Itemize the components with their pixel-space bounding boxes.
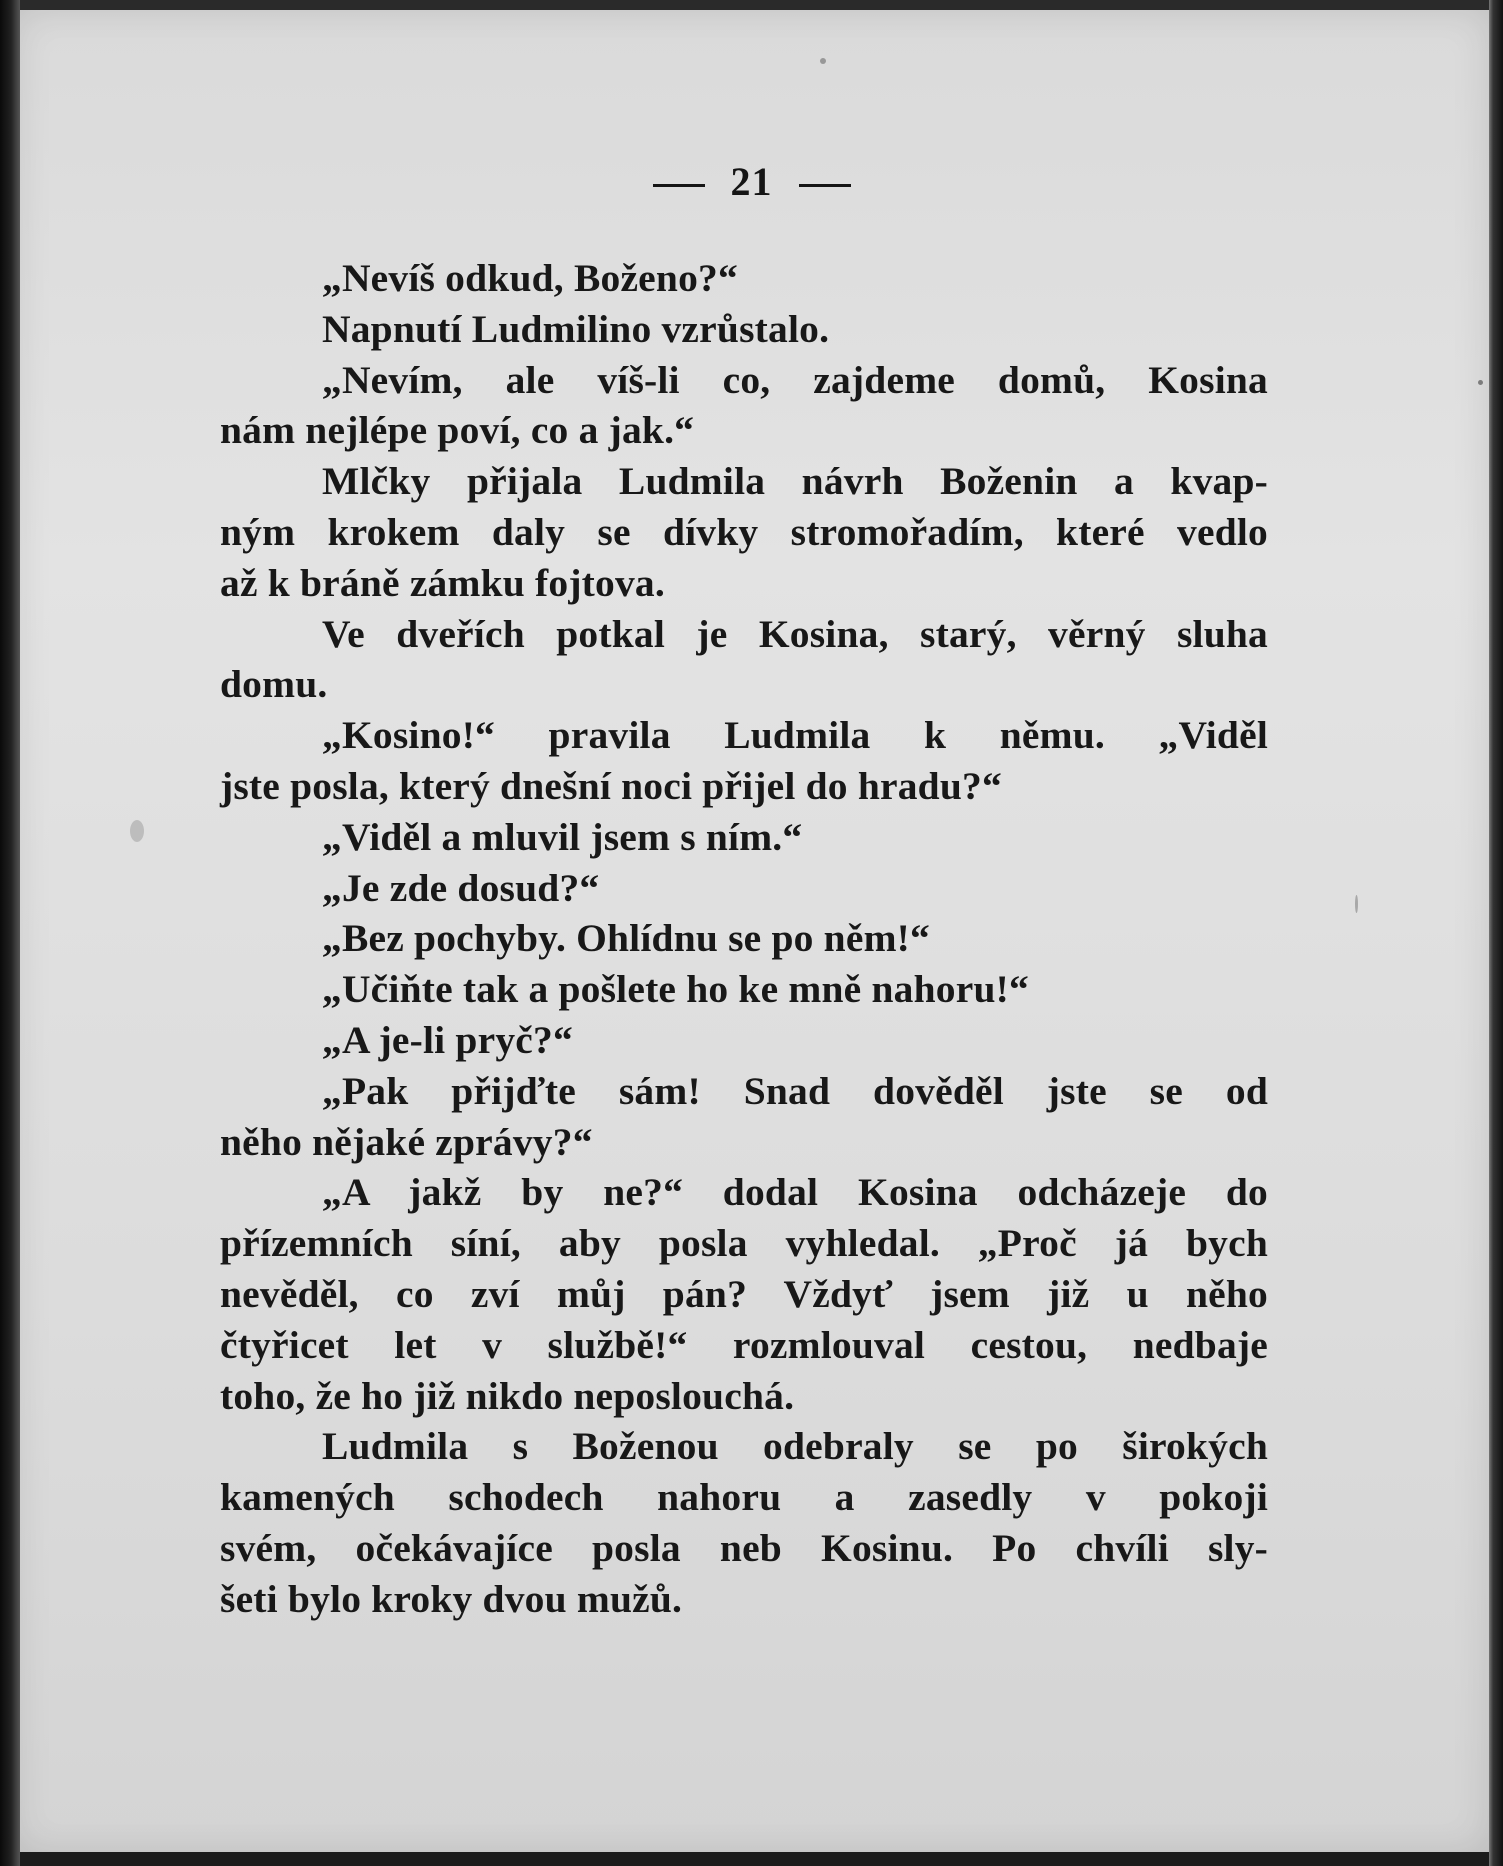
body-text <box>220 253 1268 1625</box>
scan-top-border <box>0 0 1503 10</box>
em-dash-left <box>653 184 705 187</box>
text-line: jste posla, který dnešní noci přijel do hradu?“ <box>220 763 1002 808</box>
text-line: kamených schodech nahoru a zasedly v pokoji <box>220 1475 1268 1520</box>
text-line: „Pak přijďte sám! Snad dověděl jste se od <box>322 1068 1268 1113</box>
text-line: Napnutí Ludmilino vzrůstalo. <box>322 306 830 351</box>
text-line: „A je-li pryč?“ <box>322 1017 573 1062</box>
text-line: nevěděl, co zví můj pán? Vždyť jsem již u něho <box>220 1271 1268 1316</box>
page-number: 21 <box>730 159 773 204</box>
text-line: čtyřicet let v službě!“ rozmlouval cestou, nedbaje <box>220 1322 1268 1367</box>
paper-blemish <box>1478 380 1483 385</box>
text-line: „A jakž by ne?“ dodal Kosina odcházeje do <box>322 1170 1268 1215</box>
text-line: „Nevím, ale víš-li co, zajdeme domů, Kosina <box>322 357 1268 402</box>
paper-blemish <box>1355 895 1358 913</box>
text-line: nám nejlépe poví, co a jak.“ <box>220 408 695 453</box>
scan-right-border <box>1489 0 1503 1866</box>
page-spine-shadow <box>0 0 20 1866</box>
text-line: toho, že ho již nikdo neposlouchá. <box>220 1373 795 1418</box>
text-line: ným krokem daly se dívky stromořadím, které vedlo <box>220 509 1268 554</box>
text-line: svém, očekávajíce posla neb Kosinu. Po chvíli sly- <box>220 1525 1268 1570</box>
text-line: domu. <box>220 662 328 707</box>
text-line: šeti bylo kroky dvou mužů. <box>220 1576 683 1621</box>
text-line: „Učiňte tak a pošlete ho ke mně nahoru!“ <box>322 967 1029 1012</box>
scan-bottom-border <box>0 1852 1503 1866</box>
em-dash-right <box>799 184 851 187</box>
text-line: „Viděl a mluvil jsem s ním.“ <box>322 814 803 859</box>
text-line: něho nějaké zprávy?“ <box>220 1119 593 1164</box>
page-number-header <box>0 158 1503 205</box>
text-line: „Je zde dosud?“ <box>322 865 600 910</box>
text-line: „Nevíš odkud, Boženo?“ <box>322 256 738 300</box>
text-line: až k bráně zámku fojtova. <box>220 560 665 605</box>
text-line: „Bez pochyby. Ohlídnu se po něm!“ <box>322 916 930 961</box>
text-line: Ludmila s Boženou odebraly se po širokých <box>322 1424 1268 1469</box>
text-line: přízemních síní, aby posla vyhledal. „Proč já bych <box>220 1221 1268 1266</box>
text-line: Ve dveřích potkal je Kosina, starý, věrný sluha <box>322 611 1268 656</box>
paper-blemish <box>130 820 144 842</box>
paper-blemish <box>820 58 826 64</box>
text-line: Mlčky přijala Ludmila návrh Boženin a kvap- <box>322 459 1268 504</box>
text-line: „Kosino!“ pravila Ludmila k němu. „Viděl <box>322 713 1268 758</box>
